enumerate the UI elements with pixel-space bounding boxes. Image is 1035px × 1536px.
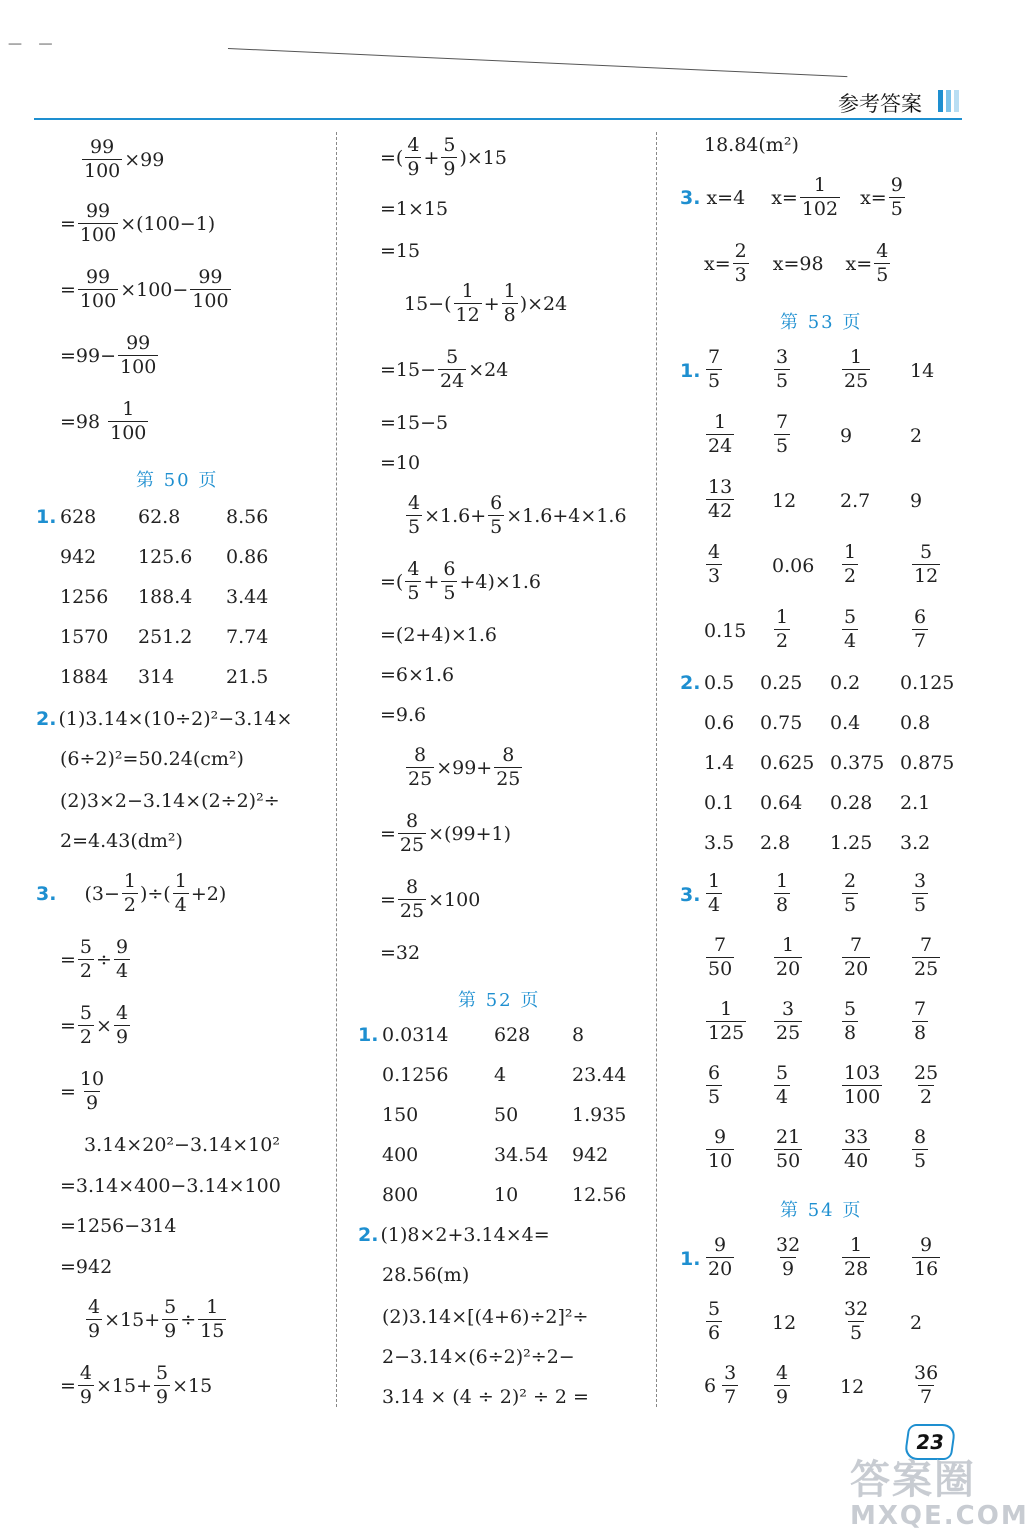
grid-cell bbox=[772, 872, 792, 915]
fraction: $\frac{103}{100}$ bbox=[844, 1062, 881, 1108]
grid-cell bbox=[840, 1128, 872, 1171]
c2-d-line-4: =32 bbox=[380, 942, 421, 964]
grid-cell bbox=[772, 608, 792, 651]
fraction: $\frac{6}{5}$ bbox=[708, 1062, 721, 1108]
grid-cell bbox=[704, 1128, 736, 1171]
c1-q3-line-1: 3. (3− $\frac{1}{2}$ )÷( $\frac{1}{4}$ +2) bbox=[36, 870, 227, 916]
c2-c-line-2: =( $\frac{4}{5}$ + $\frac{6}{5}$ +4)×1.6 bbox=[380, 558, 542, 604]
fraction: $\frac{7}{5}$ bbox=[776, 411, 789, 457]
section-title-p50: 第 50 页 bbox=[136, 470, 219, 491]
c2-q2-line-1: 2. (1)8×2+3.14×4= bbox=[358, 1224, 550, 1246]
table-cell: 0.8 bbox=[900, 712, 931, 734]
c2-a-line-1: =( $\frac{4}{9}$ + $\frac{5}{9}$ )×15 bbox=[380, 134, 507, 180]
table-cell: 4 bbox=[494, 1064, 507, 1086]
c2-b-line-4: =10 bbox=[380, 452, 421, 474]
c1-line-5: =98 $\frac{1}{100}$ bbox=[60, 398, 147, 444]
c1-q3-line-3: = $\frac{5}{2}$ × $\frac{4}{9}$ bbox=[60, 1002, 129, 1048]
table-cell: 400 bbox=[382, 1144, 419, 1166]
c1-q2-line-4: 2=4.43(dm²) bbox=[60, 830, 183, 852]
c2-q2-line-2: 28.56(m) bbox=[382, 1264, 470, 1286]
grid-cell bbox=[840, 1300, 872, 1343]
section-title-p54: 第 54 页 bbox=[780, 1200, 863, 1221]
table-cell: 0.5 bbox=[704, 672, 735, 694]
fraction: $\frac{4}{9}$ bbox=[776, 1362, 789, 1408]
column-divider-1 bbox=[336, 132, 337, 1407]
c1-q1-label: 1. bbox=[36, 506, 57, 528]
table-cell: 3.2 bbox=[900, 832, 931, 854]
grid-cell: 12 bbox=[840, 1376, 865, 1398]
fraction: $\frac{7}{50}$ bbox=[708, 934, 733, 980]
c2-c-line-4: =6×1.6 bbox=[380, 664, 455, 686]
fraction: $\frac{1}{20}$ bbox=[776, 934, 801, 980]
c2-b-line-1: 15−( $\frac{1}{12}$ + $\frac{1}{8}$ )×24 bbox=[404, 280, 568, 326]
c2-q1-label: 1. bbox=[358, 1024, 379, 1046]
table-cell: 150 bbox=[382, 1104, 419, 1126]
table-cell: 314 bbox=[138, 666, 175, 688]
table-cell: 2.1 bbox=[900, 792, 931, 814]
watermark: 答案圈 MXQE.COM bbox=[850, 1457, 1029, 1531]
fraction: $\frac{32}{9}$ bbox=[776, 1234, 801, 1280]
c3-q3-row-1: 3. x=4 x= $\frac{1}{102}$ x= $\frac{9}{5}$ bbox=[680, 174, 903, 220]
fraction: $\frac{5}{4}$ bbox=[776, 1062, 789, 1108]
c1-q3-line-4: = $\frac{10}{9}$ bbox=[60, 1068, 105, 1114]
grid-cell bbox=[704, 1000, 748, 1043]
table-cell: 0.28 bbox=[830, 792, 873, 814]
c1-q3-line-2: = $\frac{5}{2}$ ÷ $\frac{9}{4}$ bbox=[60, 936, 129, 982]
fraction: $\frac{3}{5}$ bbox=[776, 346, 789, 392]
c3-p53-q2-label: 2. bbox=[680, 672, 701, 694]
c3-top-line: 18.84(m²) bbox=[704, 134, 799, 156]
fraction: $\frac{7}{20}$ bbox=[844, 934, 869, 980]
fraction: $\frac{1}{25}$ bbox=[844, 346, 869, 392]
table-cell: 0.25 bbox=[760, 672, 803, 694]
table-cell: 628 bbox=[494, 1024, 531, 1046]
grid-cell: 14 bbox=[910, 360, 935, 382]
fraction: $\frac{5}{6}$ bbox=[708, 1298, 721, 1344]
section-title-p53: 第 53 页 bbox=[780, 312, 863, 333]
c1-q2-line-2: (6÷2)²=50.24(cm²) bbox=[60, 748, 244, 770]
grid-cell bbox=[910, 1000, 930, 1043]
header-rule bbox=[34, 118, 962, 120]
grid-cell bbox=[910, 1236, 942, 1279]
table-cell: 0.0314 bbox=[382, 1024, 449, 1046]
grid-cell bbox=[704, 1300, 724, 1343]
fraction: $\frac{25}{2}$ bbox=[914, 1062, 939, 1108]
table-cell: 8.56 bbox=[226, 506, 269, 528]
c2-q2-line-4: 2−3.14×(6÷2)²÷2− bbox=[382, 1346, 575, 1368]
grid-cell bbox=[840, 348, 872, 391]
table-cell: 7.74 bbox=[226, 626, 269, 648]
table-cell: 0.375 bbox=[830, 752, 885, 774]
grid-cell bbox=[840, 1000, 860, 1043]
grid-cell: 9 bbox=[910, 490, 923, 512]
fraction: $\frac{1}{28}$ bbox=[844, 1234, 869, 1280]
table-cell: 1570 bbox=[60, 626, 109, 648]
fraction: $\frac{7}{8}$ bbox=[914, 998, 927, 1044]
grid-cell bbox=[704, 348, 724, 391]
c2-c-line-5: =9.6 bbox=[380, 704, 427, 726]
grid-cell: 9 bbox=[840, 425, 853, 447]
grid-cell bbox=[910, 543, 942, 586]
c2-d-line-1: $\frac{8}{25}$ ×99+ $\frac{8}{25}$ bbox=[408, 744, 521, 790]
table-cell: 125.6 bbox=[138, 546, 193, 568]
table-cell: 942 bbox=[572, 1144, 609, 1166]
table-cell: 0.75 bbox=[760, 712, 803, 734]
grid-cell bbox=[772, 348, 792, 391]
c2-d-line-2: = $\frac{8}{25}$ ×(99+1) bbox=[380, 810, 512, 856]
c2-c-line-3: =(2+4)×1.6 bbox=[380, 624, 497, 646]
grid-cell bbox=[910, 608, 930, 651]
grid-cell bbox=[772, 1000, 804, 1043]
table-cell: 0.875 bbox=[900, 752, 955, 774]
table-cell: 0.625 bbox=[760, 752, 815, 774]
grid-cell: 2 bbox=[910, 425, 923, 447]
c1-q2-line-3: (2)3×2−3.14×(2÷2)²÷ bbox=[60, 790, 280, 812]
fraction: $\frac{1}{24}$ bbox=[708, 411, 733, 457]
fraction: $\frac{13}{42}$ bbox=[708, 476, 733, 522]
table-cell: 50 bbox=[494, 1104, 519, 1126]
grid-cell bbox=[910, 1364, 942, 1407]
table-cell: 8 bbox=[572, 1024, 585, 1046]
grid-cell bbox=[840, 936, 872, 979]
table-cell: 34.54 bbox=[494, 1144, 549, 1166]
grid-cell bbox=[772, 1128, 804, 1171]
grid-cell bbox=[704, 413, 736, 456]
c1-q2-line-1: 2. (1)3.14×(10÷2)²−3.14× bbox=[36, 708, 293, 730]
column-divider-2 bbox=[656, 132, 657, 1407]
fraction: $\frac{32}{5}$ bbox=[844, 1298, 869, 1344]
grid-cell bbox=[772, 936, 804, 979]
fraction: $\frac{6}{7}$ bbox=[914, 606, 927, 652]
grid-cell bbox=[704, 1064, 724, 1107]
header-decor-line bbox=[228, 48, 847, 77]
c2-d-line-3: = $\frac{8}{25}$ ×100 bbox=[380, 876, 481, 922]
c2-a-line-2: =1×15 bbox=[380, 198, 449, 220]
table-cell: 188.4 bbox=[138, 586, 193, 608]
c1-e2-line-4: =942 bbox=[60, 1256, 113, 1278]
grid-cell bbox=[840, 608, 860, 651]
fraction: $\frac{3}{5}$ bbox=[914, 870, 927, 916]
c3-p53-q3-label: 3. bbox=[680, 884, 701, 906]
fraction: $\frac{9}{10}$ bbox=[708, 1126, 733, 1172]
grid-cell bbox=[704, 543, 724, 586]
grid-cell bbox=[840, 1064, 884, 1107]
table-cell: 2.8 bbox=[760, 832, 791, 854]
c1-line-1: $\frac{99}{100}$ ×99 bbox=[84, 136, 165, 182]
grid-cell: 2.7 bbox=[840, 490, 871, 512]
table-cell: 0.86 bbox=[226, 546, 269, 568]
grid-cell bbox=[910, 872, 930, 915]
table-cell: 1884 bbox=[60, 666, 109, 688]
c2-b-line-2: =15− $\frac{5}{24}$ ×24 bbox=[380, 346, 509, 392]
table-cell: 0.1 bbox=[704, 792, 735, 814]
table-cell: 0.1256 bbox=[382, 1064, 449, 1086]
grid-cell bbox=[840, 1236, 872, 1279]
header-bars-icon bbox=[938, 90, 962, 117]
fraction: $\frac{7}{25}$ bbox=[914, 934, 939, 980]
fraction: $\frac{2}{5}$ bbox=[844, 870, 857, 916]
grid-cell bbox=[704, 936, 736, 979]
c1-e2-line-2: =3.14×400−3.14×100 bbox=[60, 1175, 281, 1197]
fraction: $\frac{3}{7}$ bbox=[724, 1362, 737, 1408]
c2-q2-line-3: (2)3.14×[(4+6)÷2]²÷ bbox=[382, 1306, 589, 1328]
c1-e3-line-2: = $\frac{4}{9}$ ×15+ $\frac{5}{9}$ ×15 bbox=[60, 1362, 213, 1408]
table-cell: 251.2 bbox=[138, 626, 193, 648]
c1-line-4: =99− $\frac{99}{100}$ bbox=[60, 332, 157, 378]
fraction: $\frac{5}{8}$ bbox=[844, 998, 857, 1044]
fraction: $\frac{1}{8}$ bbox=[776, 870, 789, 916]
fraction: $\frac{21}{50}$ bbox=[776, 1126, 801, 1172]
c2-c-line-1: $\frac{4}{5}$ ×1.6+ $\frac{6}{5}$ ×1.6+4×1.6 bbox=[408, 492, 627, 538]
c2-q2-line-5: 3.14 × (4 ÷ 2)² ÷ 2 = bbox=[382, 1386, 589, 1408]
table-cell: 800 bbox=[382, 1184, 419, 1206]
fraction: $\frac{5}{12}$ bbox=[914, 541, 939, 587]
grid-cell: 6 $\frac{3}{7}$ bbox=[704, 1362, 737, 1408]
c2-b-line-3: =15−5 bbox=[380, 412, 449, 434]
grid-cell bbox=[840, 872, 860, 915]
fraction: $\frac{9}{16}$ bbox=[914, 1234, 939, 1280]
fraction: $\frac{4}{3}$ bbox=[708, 541, 721, 587]
fraction: $\frac{99}{100}$ bbox=[84, 136, 121, 182]
grid-cell bbox=[704, 478, 736, 521]
corner-dashes: — — bbox=[8, 36, 59, 52]
c1-line-3: = $\frac{99}{100}$ ×100− $\frac{99}{100}$ bbox=[60, 266, 229, 312]
table-cell: 3.5 bbox=[704, 832, 735, 854]
page-number: 23 bbox=[903, 1424, 956, 1460]
grid-cell bbox=[772, 1236, 804, 1279]
c1-line-2: = $\frac{99}{100}$ ×(100−1) bbox=[60, 200, 216, 246]
fraction: $\frac{9}{20}$ bbox=[708, 1234, 733, 1280]
grid-cell: 12 bbox=[772, 490, 797, 512]
table-cell: 0.64 bbox=[760, 792, 803, 814]
table-cell: 12.56 bbox=[572, 1184, 627, 1206]
grid-cell: 2 bbox=[910, 1312, 923, 1334]
grid-cell bbox=[910, 936, 942, 979]
c3-p54-q1-label: 1. bbox=[680, 1248, 701, 1270]
c2-a-line-3: =15 bbox=[380, 240, 421, 262]
c1-e3-line-1: $\frac{4}{9}$ ×15+ $\frac{5}{9}$ ÷ $\frac{1}{15}$ bbox=[88, 1296, 225, 1342]
c1-e2-line-1: 3.14×20²−3.14×10² bbox=[84, 1134, 280, 1156]
table-cell: 0.2 bbox=[830, 672, 861, 694]
table-cell: 1.25 bbox=[830, 832, 873, 854]
grid-cell bbox=[772, 413, 792, 456]
fraction: $\frac{1}{2}$ bbox=[844, 541, 857, 587]
grid-cell bbox=[772, 1364, 792, 1407]
c1-e2-line-3: =1256−314 bbox=[60, 1215, 177, 1237]
table-cell: 62.8 bbox=[138, 506, 181, 528]
table-cell: 10 bbox=[494, 1184, 519, 1206]
header-title: 参考答案 bbox=[838, 92, 922, 116]
grid-cell bbox=[910, 1128, 930, 1171]
section-title-p52: 第 52 页 bbox=[458, 990, 541, 1011]
table-cell: 1256 bbox=[60, 586, 109, 608]
fraction: $\frac{3}{25}$ bbox=[776, 998, 801, 1044]
table-cell: 1.935 bbox=[572, 1104, 627, 1126]
grid-cell: 0.15 bbox=[704, 620, 747, 642]
table-cell: 21.5 bbox=[226, 666, 269, 688]
table-cell: 0.125 bbox=[900, 672, 955, 694]
fraction: $\frac{1}{4}$ bbox=[708, 870, 721, 916]
table-cell: 1.4 bbox=[704, 752, 735, 774]
table-cell: 942 bbox=[60, 546, 97, 568]
c3-q3-row-2: x= $\frac{2}{3}$ x=98 x= $\frac{4}{5}$ bbox=[704, 240, 889, 286]
table-cell: 0.6 bbox=[704, 712, 735, 734]
grid-cell bbox=[910, 1064, 942, 1107]
fraction: $\frac{33}{40}$ bbox=[844, 1126, 869, 1172]
c3-p53-q1-label: 1. bbox=[680, 360, 701, 382]
table-cell: 3.44 bbox=[226, 586, 269, 608]
fraction: $\frac{5}{4}$ bbox=[844, 606, 857, 652]
table-cell: 628 bbox=[60, 506, 97, 528]
table-cell: 0.4 bbox=[830, 712, 861, 734]
fraction: $\frac{36}{7}$ bbox=[914, 1362, 939, 1408]
grid-cell: 0.06 bbox=[772, 555, 815, 577]
fraction: $\frac{1}{2}$ bbox=[776, 606, 789, 652]
table-cell: 23.44 bbox=[572, 1064, 627, 1086]
grid-cell bbox=[772, 1064, 792, 1107]
grid-cell: 12 bbox=[772, 1312, 797, 1334]
fraction: $\frac{7}{5}$ bbox=[708, 346, 721, 392]
grid-cell bbox=[704, 872, 724, 915]
fraction: $\frac{8}{5}$ bbox=[914, 1126, 927, 1172]
fraction: $\frac{1}{125}$ bbox=[708, 998, 745, 1044]
grid-cell bbox=[840, 543, 860, 586]
grid-cell bbox=[704, 1236, 736, 1279]
